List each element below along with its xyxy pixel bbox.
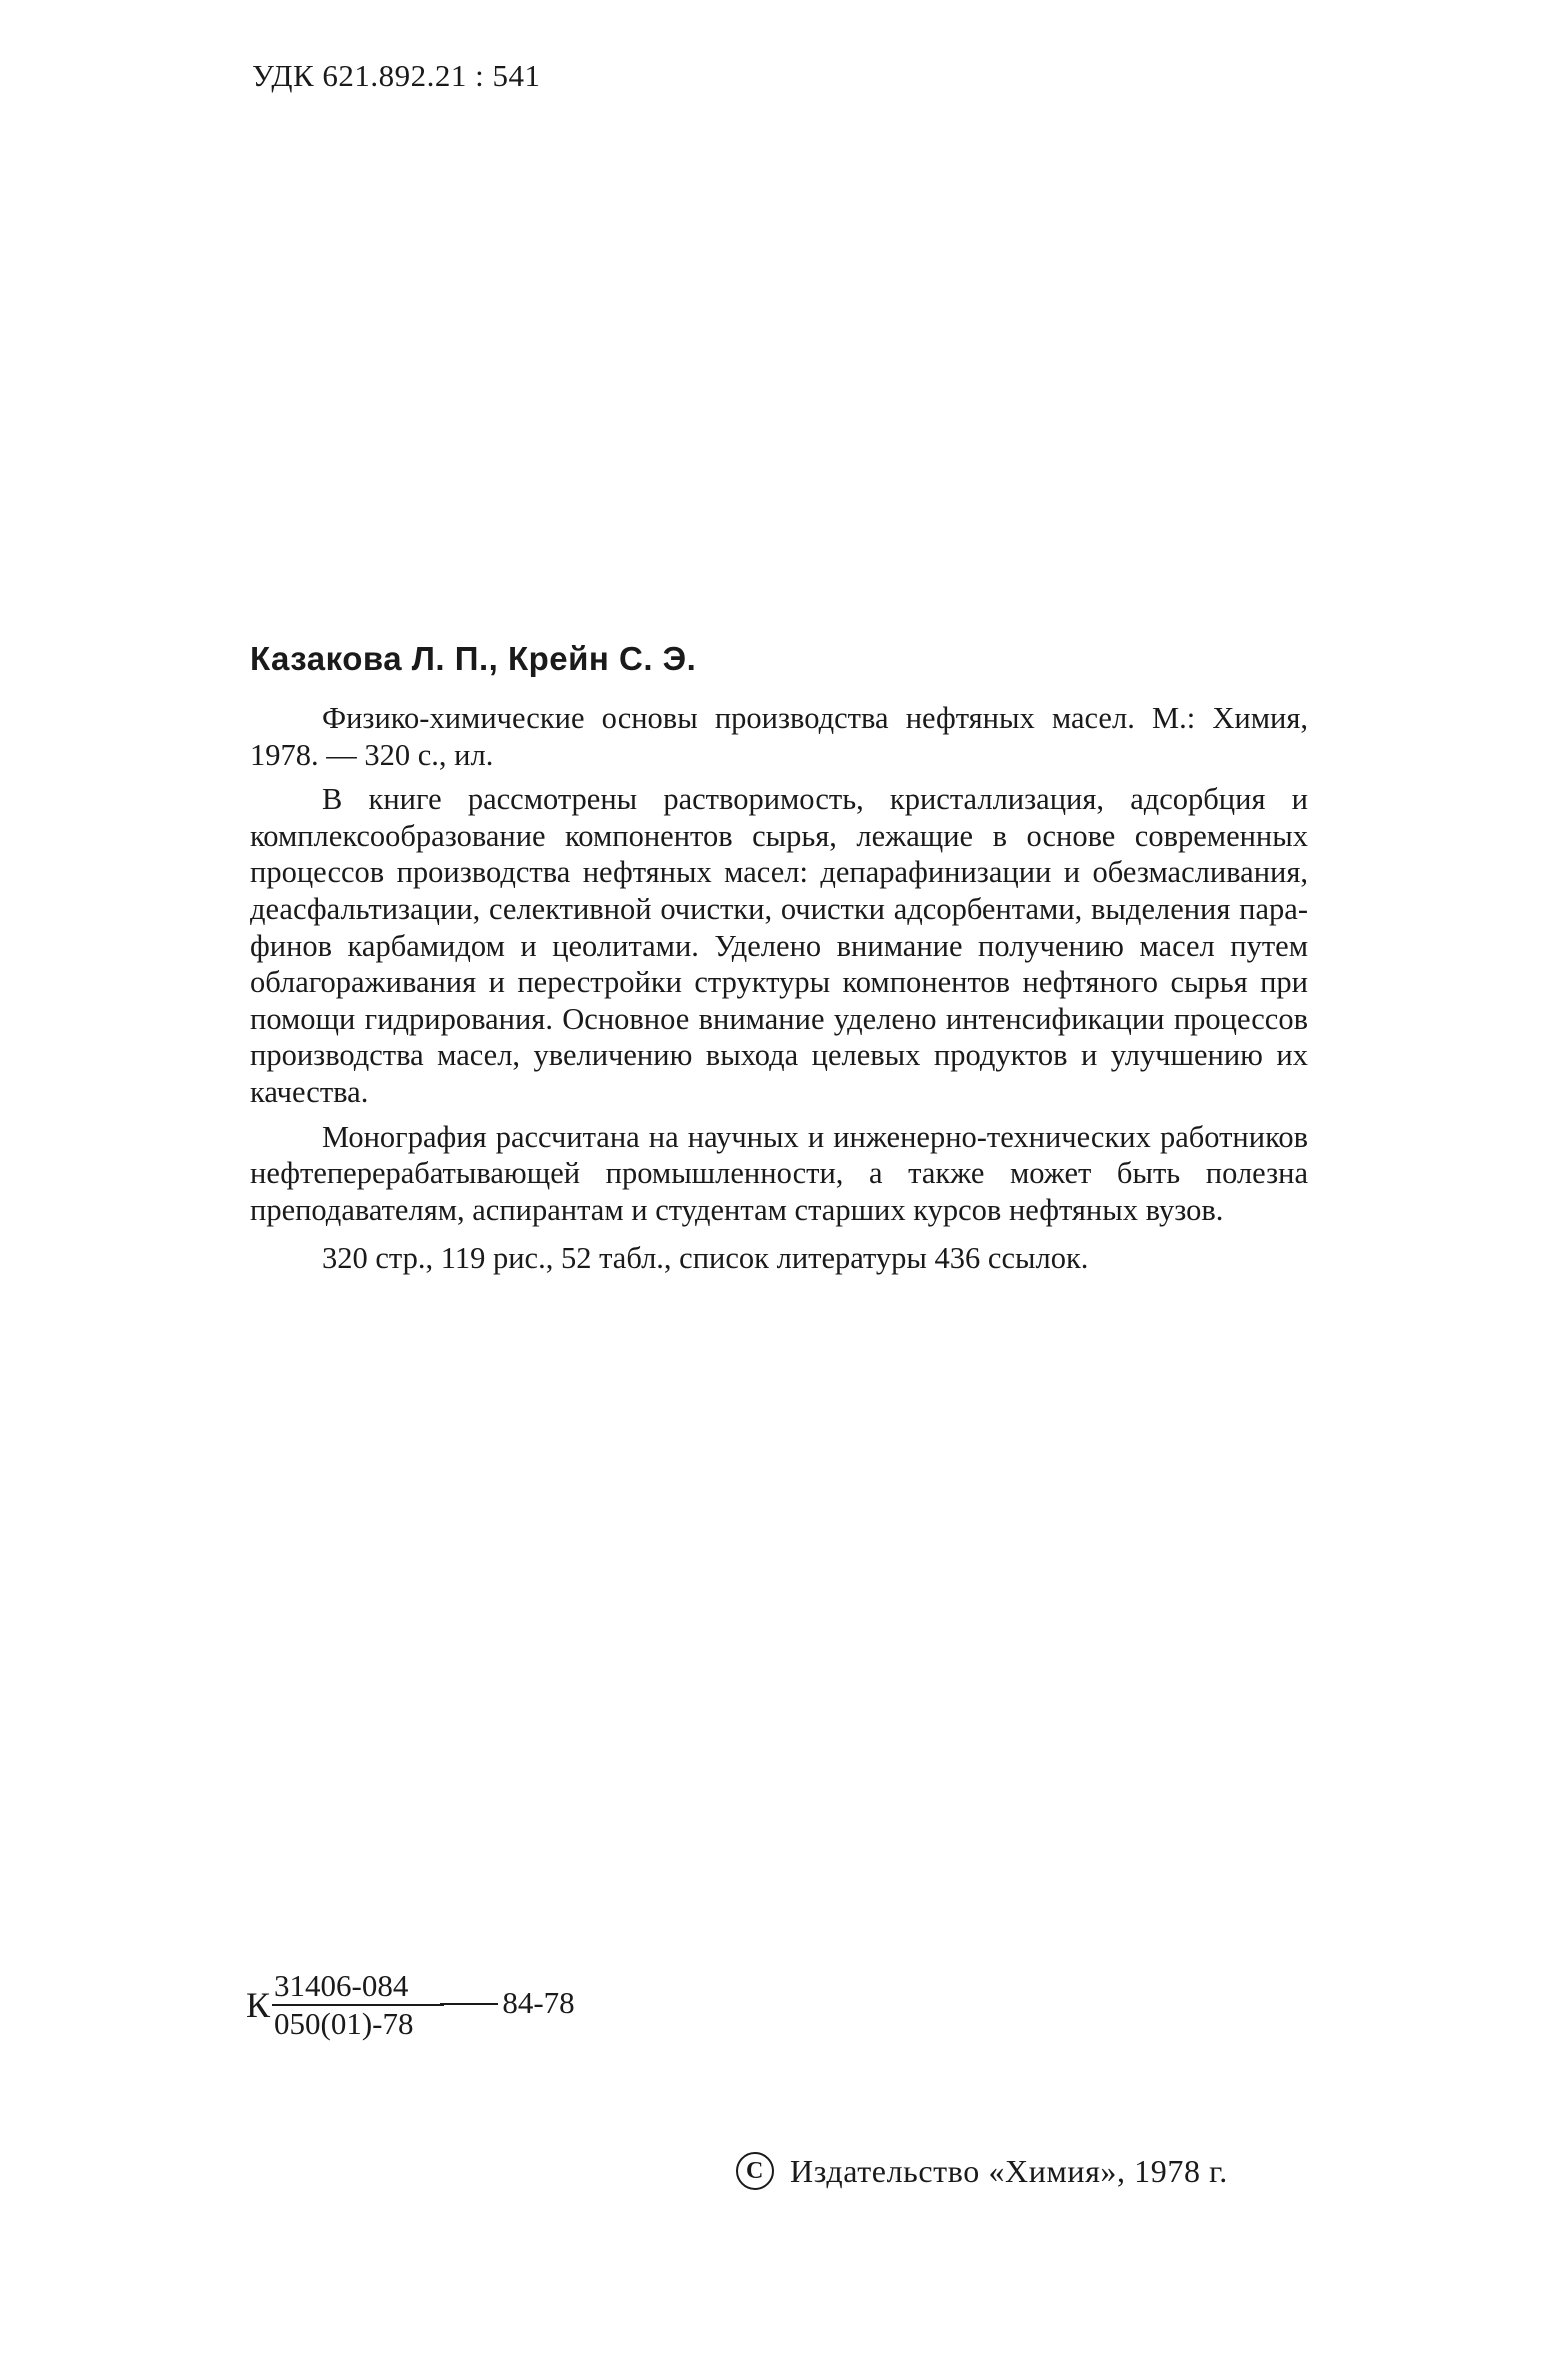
abstract-paragraph: В книге рассмотрены растворимость, кристаллизация, адсорбция и комплексообразование компонентов сырья, лежащие в основе современных процессов производства нефтяных масел: депарафинизации и обезмасливания, деасфальтизации, селективной очистки, очистки адсорбентами, выделения парафинов карбамидом и цеолитами. Уделено внимание получению масел путем облагораживания и перестройки структуры компонентов нефтяного сырья при помощи гидрирования. Основное внимание уделено интенсификации процессов производства масел, увеличению выхода целевых продуктов и улучшению их качества. (250, 782, 1308, 1109)
index-letter: К (246, 1985, 271, 2025)
book-authors: Казакова Л. П., Крейн С. Э. (250, 640, 697, 677)
book-statistics: 320 стр., 119 рис., 52 табл., список литературы 436 ссылок. (322, 1241, 1089, 1276)
copyright-text: Издательство «Химия», 1978 г. (790, 2152, 1228, 2189)
copyright-line (736, 2152, 1228, 2190)
index-dash (440, 2003, 498, 2005)
udc-code: УДК 621.892.21 : 541 (252, 58, 541, 93)
annotation-block (250, 700, 1308, 1285)
publication-index (246, 1968, 575, 2042)
index-code: 84-78 (502, 1985, 575, 2020)
index-fraction (272, 1968, 444, 2042)
copyright-icon: C (736, 2152, 774, 2190)
abstract-paragraph: Монография рассчитана на научных и инженерно-технических работников нефтеперерабатывающей промышленности, а также может быть полезна преподавателям, аспирантам и студентам старших курсов нефтяных вузов. (250, 1119, 1308, 1227)
index-denominator: 050(01)-78 (274, 2006, 414, 2041)
index-numerator: 31406-084 (272, 1968, 444, 2006)
bibliographic-citation: Физико-химические основы производства нефтяных масел. М.: Химия, 1978. — 320 с., ил. (250, 701, 1308, 772)
